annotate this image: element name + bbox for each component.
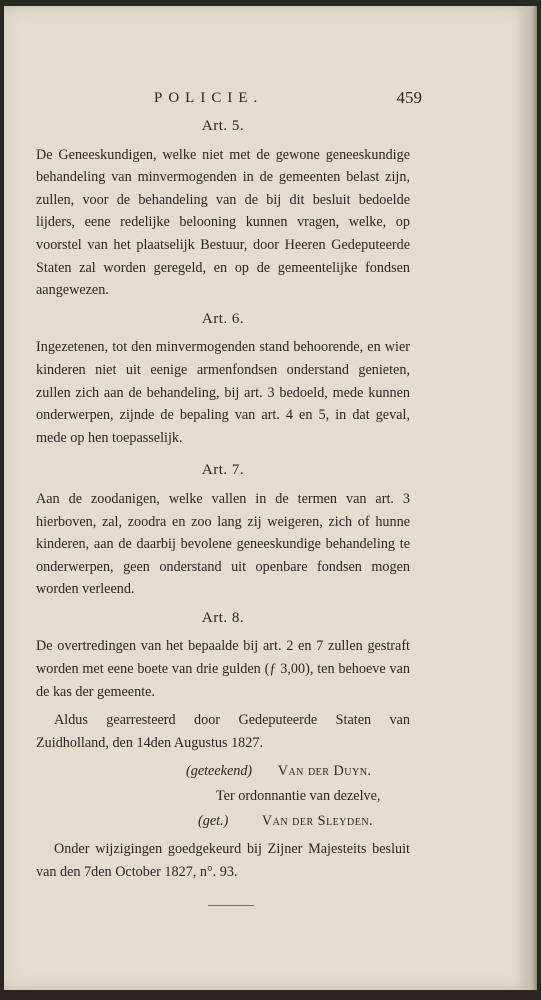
article-5-heading: Art. 5. xyxy=(201,118,245,134)
article-5-text: De Geneeskundigen, welke niet met de gewone geneeskundige behandeling van minvermogenden in de gemeenten belast zijn, zullen, voor de behandeling van de bij dit besluit bedoelde lijders, eene redelijke belooning kunnen vragen, welke, op voorstel van het plaatselijk Bestuur, door Heeren Gedeputeerde Staten zal worden geregeld, en op de gemeentelijke fondsen aangewezen. xyxy=(36,146,410,299)
end-rule xyxy=(208,905,254,906)
signature-3 xyxy=(36,810,410,833)
page-edge xyxy=(528,6,537,990)
approval-text: Onder wijzigingen goedgekeurd bij Zijner Majesteits besluit van den 7den October 1827, n°. 93. xyxy=(36,841,410,880)
running-header xyxy=(36,87,422,113)
signature-3-name: Van der Sleyden. xyxy=(261,812,374,829)
article-6-text: Ingezetenen, tot den minvermogenden stand behoorende, en wier kinderen niet uit eenige armenfondsen onderstand genieten, zullen zich aan de behandeling, bij art. 3 bedoeld, mede kunnen onderwerpen, zijnde de bepaling van art. 4 en 5, in dat geval, mede op hen toepasselijk. xyxy=(36,339,410,446)
closing-text: Aldus gearresteerd door Gedeputeerde Staten van Zuidholland, den 14den Augustus 1827. xyxy=(36,712,410,751)
page-number: 459 xyxy=(396,88,422,107)
article-8-text: De overtredingen van het bepaalde bij art. 2 en 7 zullen gestraft worden met eene boete van drie gulden (ƒ 3,00), ten behoeve van de kas der gemeente. xyxy=(36,638,410,700)
article-8-heading: Art. 8. xyxy=(201,609,245,626)
signature-1-name: Van der Duyn. xyxy=(277,763,372,780)
article-7-text: Aan de zoodanigen, welke vallen in de termen van art. 3 hierboven, zal, zoodra en zoo lang zij weigeren, zich of hunne kinderen, aan de daarbij bevolene geneeskundige behandeling te onderwerpen, geen onderstand uit openbare fondsen mogen worden verleend. xyxy=(36,490,410,598)
page-content xyxy=(36,87,422,906)
signature-3-prefix: (get.) xyxy=(198,812,229,829)
signature-1-prefix: (geteekend) xyxy=(186,763,253,780)
article-6-heading: Art. 6. xyxy=(201,310,245,327)
article-7-heading: Art. 7. xyxy=(201,462,245,479)
signature-2: Ter ordonnantie van dezelve, xyxy=(216,788,381,805)
running-title: POLICIE. xyxy=(154,90,264,106)
signature-1 xyxy=(36,760,410,783)
